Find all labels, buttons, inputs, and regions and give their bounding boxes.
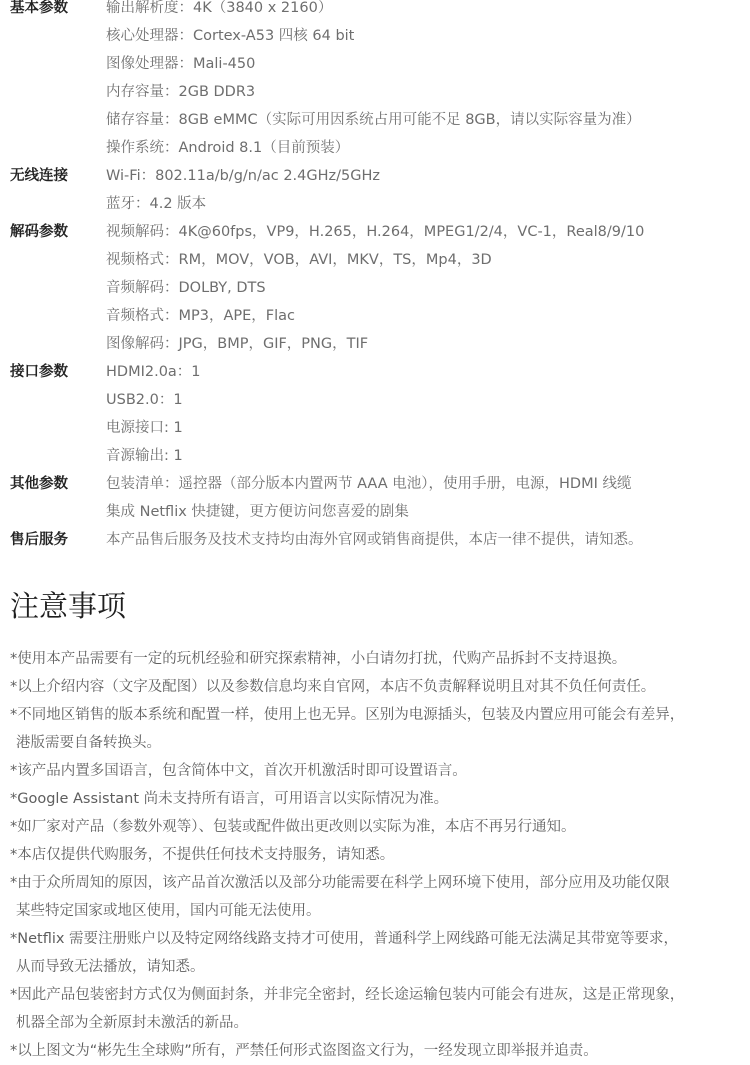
spec-value: 视频格式：RM，MOV，VOB，AVI，MKV，TS，Mp4，3D (106, 252, 492, 268)
spec-row (0, 274, 750, 302)
spec-row (0, 526, 750, 554)
spec-value: 操作系统：Android 8.1（目前预装） (106, 140, 350, 156)
spec-row (0, 358, 750, 386)
spec-row (0, 498, 750, 526)
spec-category: 其他参数 (10, 476, 68, 492)
spec-value: 核心处理器：Cortex-A53 四核 64 bit (106, 28, 355, 44)
spec-row (0, 330, 750, 358)
spec-row (0, 470, 750, 498)
spec-row (0, 302, 750, 330)
spec-value: 集成 Netflix 快捷键，更方便访问您喜爱的剧集 (106, 504, 409, 520)
spec-value: Wi-Fi：802.11a/b/g/n/ac 2.4GHz/5GHz (106, 168, 380, 184)
note-line: *由于众所周知的原因，该产品首次激活以及部分功能需要在科学上网环境下使用，部分应用及功能仅限 (10, 875, 670, 891)
spec-value: 储存容量：8GB eMMC（实际可用因系统占用可能不足 8GB，请以实际容量为准） (106, 112, 641, 128)
spec-row (0, 0, 750, 22)
spec-row (0, 386, 750, 414)
spec-value: HDMI2.0a：1 (106, 364, 201, 380)
note-line: 从而导致无法播放，请知悉。 (16, 959, 205, 975)
spec-category: 基本参数 (10, 0, 68, 16)
spec-row (0, 218, 750, 246)
spec-value: 本产品售后服务及技术支持均由海外官网或销售商提供，本店一律不提供，请知悉。 (106, 532, 643, 548)
spec-row (0, 106, 750, 134)
note-line: *如厂家对产品（参数外观等）、包装或配件做出更改则以实际为准，本店不再另行通知。 (10, 819, 576, 835)
spec-value: 音频解码：DOLBY, DTS (106, 280, 266, 296)
note-line: *该产品内置多国语言，包含简体中文，首次开机激活时即可设置语言。 (10, 763, 467, 779)
spec-row (0, 22, 750, 50)
spec-value: 音源输出: 1 (106, 448, 183, 464)
note-line: *本店仅提供代购服务，不提供任何技术支持服务，请知悉。 (10, 847, 395, 863)
notes-title: 注意事项 (10, 589, 127, 623)
spec-value: USB2.0：1 (106, 392, 183, 408)
spec-row (0, 246, 750, 274)
spec-row (0, 414, 750, 442)
note-line: *使用本产品需要有一定的玩机经验和研究探索精神，小白请勿打扰，代购产品拆封不支持退换。 (10, 651, 627, 667)
spec-category: 售后服务 (10, 532, 68, 548)
spec-row (0, 50, 750, 78)
spec-row (0, 162, 750, 190)
notes-list (10, 645, 746, 1065)
note-line: *Google Assistant 尚未支持所有语言，可用语言以实际情况为准。 (10, 791, 449, 807)
spec-value: 图像处理器：Mali-450 (106, 56, 256, 72)
note-line: 港版需要自备转换头。 (16, 735, 161, 751)
spec-value: 内存容量：2GB DDR3 (106, 84, 256, 100)
note-line: *以上介绍内容（文字及配图）以及参数信息均来自官网，本店不负责解释说明且对其不负任何责任。 (10, 679, 656, 695)
note-line: *以上图文为“彬先生全球购”所有，严禁任何形式盗图盗文行为，一经发现立即举报并追责。 (10, 1043, 598, 1059)
spec-value: 视频解码：4K@60fps，VP9，H.265，H.264，MPEG1/2/4，VC-1，Real8/9/10 (106, 224, 645, 240)
note-line: 机器全部为全新原封未激活的新品。 (16, 1015, 248, 1031)
spec-value: 输出解析度：4K（3840 x 2160） (106, 0, 333, 16)
spec-category: 接口参数 (10, 364, 68, 380)
spec-category: 无线连接 (10, 168, 68, 184)
spec-row (0, 78, 750, 106)
spec-value: 包装清单：遥控器（部分版本内置两节 AAA 电池），使用手册，电源，HDMI 线缆 (106, 476, 632, 492)
spec-row (0, 442, 750, 470)
spec-value: 蓝牙：4.2 版本 (106, 196, 207, 212)
spec-value: 图像解码：JPG，BMP，GIF，PNG，TIF (106, 336, 369, 352)
note-line: *因此产品包装密封方式仅为侧面封条，并非完全密封，经长途运输包装内可能会有进灰，这是正常现象， (10, 987, 685, 1003)
note-line: 某些特定国家或地区使用，国内可能无法使用。 (16, 903, 321, 919)
spec-row (0, 190, 750, 218)
spec-value: 电源接口: 1 (106, 420, 183, 436)
note-line: *不同地区销售的版本系统和配置一样，使用上也无异。区别为电源插头，包装及内置应用可能会有差异， (10, 707, 685, 723)
spec-value: 音频格式：MP3，APE，Flac (106, 308, 296, 324)
note-line: *Netflix 需要注册账户以及特定网络线路支持才可使用，普通科学上网线路可能无法满足其带宽等要求， (10, 931, 679, 947)
spec-row (0, 134, 750, 162)
spec-category: 解码参数 (10, 224, 68, 240)
